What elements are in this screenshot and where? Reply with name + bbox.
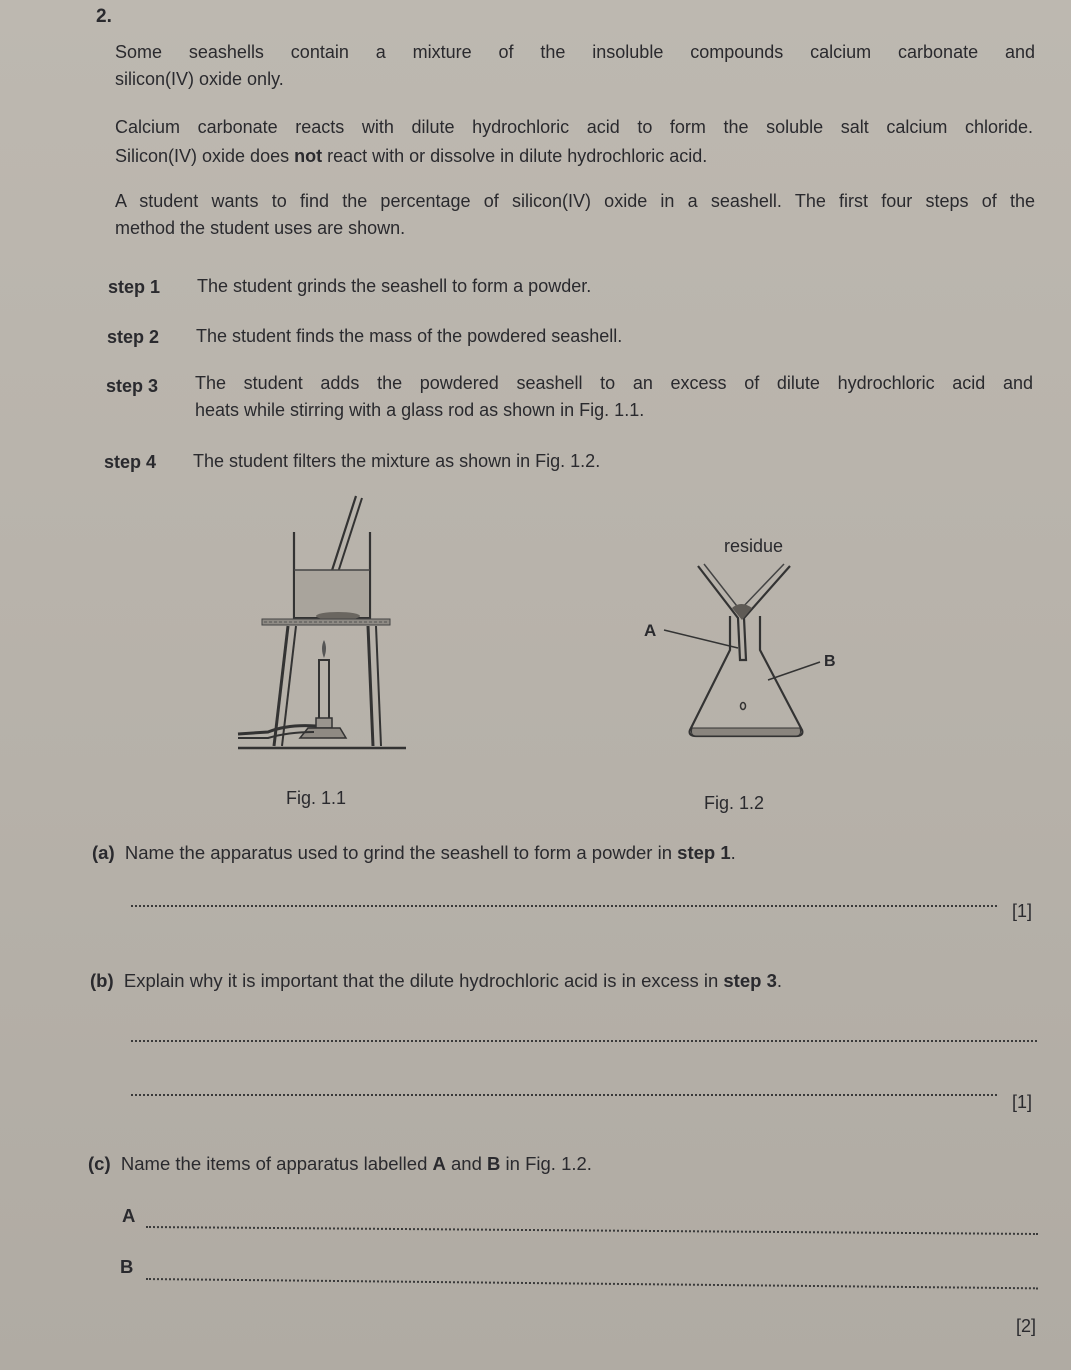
question-c-letter: (c)	[88, 1153, 111, 1174]
label-b: B	[824, 653, 836, 670]
intro-p2-a: Silicon(IV) oxide does	[115, 146, 290, 166]
intro-paragraph-1	[115, 37, 1035, 95]
conical-flask-b	[690, 616, 803, 736]
question-c-text-after: in Fig. 1.2.	[505, 1153, 592, 1174]
question-a	[92, 842, 736, 864]
answer-line-b1[interactable]	[131, 1040, 1037, 1042]
question-number: 2.	[96, 6, 112, 27]
step-3-label: step 3	[106, 376, 159, 396]
intro-paragraph-3	[115, 186, 1035, 244]
mark-c: [2]	[1016, 1316, 1037, 1336]
mark-b: [1]	[1012, 1092, 1033, 1112]
label-a: A	[644, 621, 657, 640]
answer-label-a-text: A	[122, 1205, 136, 1226]
question-b-bold: step 3	[723, 970, 777, 991]
step-3-text: The student adds the powdered seashell to an excess of dilute hydrochloric acid and	[195, 373, 1033, 393]
answer-label-b-text: B	[120, 1256, 134, 1277]
question-c-bold-a: A	[432, 1153, 446, 1174]
fig-1-2-filtration-diagram	[620, 530, 840, 760]
intro-p1-line2: silicon(IV) oxide only.	[115, 69, 284, 89]
fig-1-2-caption: Fig. 1.2	[704, 793, 765, 813]
intro-p2-b: react with or dissolve in dilute hydrochloric acid.	[327, 146, 708, 166]
question-a-text: Name the apparatus used to grind the seashell to form a powder in	[124, 842, 673, 863]
intro-p2-line2	[115, 141, 1033, 172]
answer-line-a[interactable]	[131, 905, 997, 907]
step-1-text: The student grinds the seashell to form a powder.	[197, 276, 592, 296]
step-2-text: The student finds the mass of the powdered seashell.	[196, 326, 623, 346]
answer-line-b2[interactable]	[131, 1094, 997, 1096]
question-a-end: .	[730, 842, 736, 863]
drop	[741, 703, 746, 710]
question-b-text: Explain why it is important that the dilute hydrochloric acid is in excess in	[123, 970, 719, 991]
acid-liquid	[295, 570, 369, 617]
question-c	[88, 1153, 592, 1175]
intro-p1-line1: Some seashells contain a mixture of the insoluble compounds calcium carbonate and	[115, 42, 1035, 62]
intro-p2-not: not	[294, 146, 323, 166]
question-a-letter: (a)	[92, 842, 115, 863]
question-b	[90, 970, 782, 992]
step-2-label: step 2	[107, 327, 160, 347]
tripod-leg-right	[368, 626, 373, 746]
question-b-end: .	[776, 970, 782, 991]
fig-1-1-heating-diagram	[228, 490, 418, 760]
intro-p3-line2: method the student uses are shown.	[115, 218, 406, 238]
intro-p2-line1: Calcium carbonate reacts with dilute hydrochloric acid to form the soluble salt calcium chloride.	[115, 117, 1033, 137]
fig-1-1-caption: Fig. 1.1	[286, 788, 347, 808]
question-c-bold-b: B	[487, 1153, 501, 1174]
leader-b	[768, 662, 820, 680]
question-c-mid: and	[451, 1153, 482, 1174]
step-1-label: step 1	[108, 277, 161, 297]
filtrate	[692, 728, 801, 736]
bunsen-burner	[319, 660, 329, 722]
answer-line-c-b[interactable]	[146, 1278, 1038, 1289]
step-4-text: The student filters the mixture as shown in Fig. 1.2.	[193, 451, 601, 471]
mark-a: [1]	[1012, 901, 1033, 921]
intro-p3-line1: A student wants to find the percentage of silicon(IV) oxide in a seashell. The first four steps of the	[115, 191, 1035, 211]
question-c-text-before: Name the items of apparatus labelled	[120, 1153, 428, 1174]
flame	[322, 640, 326, 658]
label-residue: residue	[724, 536, 784, 556]
question-b-letter: (b)	[90, 970, 114, 991]
step-3-text-2: heats while stirring with a glass rod as shown in Fig. 1.1.	[195, 400, 645, 420]
answer-label-a	[122, 1205, 135, 1227]
leader-a	[664, 630, 738, 648]
answer-label-b	[120, 1256, 133, 1278]
intro-paragraph-2	[115, 112, 1033, 172]
question-a-bold: step 1	[677, 842, 731, 863]
step-4-label: step 4	[104, 452, 157, 472]
answer-line-c-a[interactable]	[146, 1226, 1038, 1235]
